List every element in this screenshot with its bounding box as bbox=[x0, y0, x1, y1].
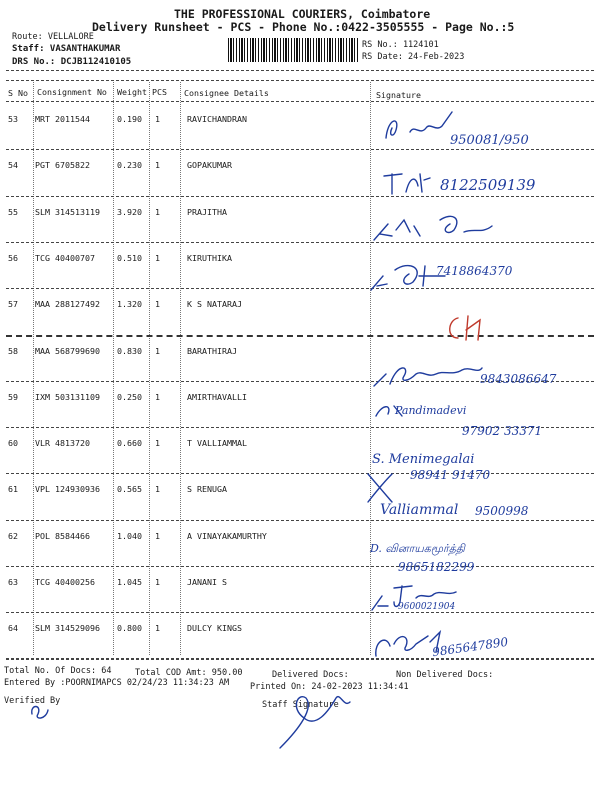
col-header-consignee: Consignee Details bbox=[184, 88, 269, 98]
signature-phone-58: 9843086647 bbox=[480, 372, 557, 386]
row-weight: 0.800 bbox=[117, 623, 142, 634]
row-divider bbox=[6, 612, 594, 613]
row-consignee: A VINAYAKAMURTHY bbox=[187, 530, 267, 541]
entered-by: Entered By :POORNIMAPCS 02/24/23 11:34:23 AM bbox=[4, 678, 230, 688]
divider bbox=[6, 101, 594, 102]
col-header-consignment: Consignment No bbox=[37, 87, 107, 97]
rs-date: RS Date: 24-Feb-2023 bbox=[362, 52, 465, 62]
row-sno: 57 bbox=[8, 299, 18, 310]
row-weight: 0.830 bbox=[117, 345, 142, 356]
row-consignee: KIRUTHIKA bbox=[187, 252, 232, 263]
row-sno: 53 bbox=[8, 114, 18, 124]
signature-phone-59: 97902 33371 bbox=[462, 424, 543, 438]
row-sno: 62 bbox=[8, 530, 18, 541]
signature-phone-61: 9500998 bbox=[475, 504, 529, 518]
row-consignee: GOPAKUMAR bbox=[187, 160, 232, 171]
drs-number: DRS No.: DCJB112410105 bbox=[12, 57, 132, 67]
row-weight: 0.510 bbox=[117, 252, 142, 263]
row-divider bbox=[6, 242, 594, 243]
row-sno: 58 bbox=[8, 345, 18, 356]
row-pcs: 1 bbox=[155, 206, 160, 217]
row-consignee: PRAJITHA bbox=[187, 206, 227, 217]
row-weight: 1.040 bbox=[117, 530, 142, 541]
row-consignment: MAA 568799690 bbox=[35, 345, 100, 356]
col-header-sno: S No bbox=[8, 88, 28, 98]
column-separator bbox=[33, 82, 34, 655]
verifier-signature-scribble bbox=[26, 700, 56, 724]
row-consignment: MAA 288127492 bbox=[35, 299, 100, 310]
company-title: THE PROFESSIONAL COURIERS, Coimbatore bbox=[174, 7, 431, 21]
row-divider bbox=[6, 473, 594, 474]
row-pcs: 1 bbox=[155, 114, 160, 124]
signature-scribble bbox=[370, 206, 500, 246]
row-consignment: VLR 4813720 bbox=[35, 438, 90, 449]
staff-label: Staff: VASANTHAKUMAR bbox=[12, 44, 121, 54]
row-sno: 61 bbox=[8, 484, 18, 495]
row-consignment: VPL 124930936 bbox=[35, 484, 100, 495]
row-consignee: DULCY KINGS bbox=[187, 623, 242, 634]
row-pcs: 1 bbox=[155, 345, 160, 356]
row-weight: 0.660 bbox=[117, 438, 142, 449]
staff-signature-label: Staff Signature bbox=[262, 700, 339, 710]
row-pcs: 1 bbox=[155, 623, 160, 634]
col-header-signature: Signature bbox=[376, 90, 421, 100]
row-consignment: SLM 314529096 bbox=[35, 623, 100, 634]
signature-phone-56: 7418864370 bbox=[436, 264, 513, 278]
signature-name-60: S. Menimegalai bbox=[372, 452, 475, 467]
signature-name-59: Pandimadevi bbox=[395, 404, 467, 417]
row-consignment: POL 8584466 bbox=[35, 530, 90, 541]
row-consignee: JANANI S bbox=[187, 577, 227, 587]
divider bbox=[6, 80, 594, 81]
delivered-docs: Delivered Docs: bbox=[272, 670, 349, 680]
signature-phone-53: 950081/950 bbox=[450, 133, 529, 148]
row-sno: 55 bbox=[8, 206, 18, 217]
row-sno: 56 bbox=[8, 252, 18, 263]
divider bbox=[6, 70, 594, 71]
signature-phone-62: 9865182299 bbox=[398, 560, 475, 574]
row-pcs: 1 bbox=[155, 530, 160, 541]
row-pcs: 1 bbox=[155, 484, 160, 495]
column-separator bbox=[113, 82, 114, 655]
row-pcs: 1 bbox=[155, 160, 160, 171]
signature-phone-60: 98941 91470 bbox=[410, 468, 491, 482]
signature-scribble bbox=[380, 108, 460, 148]
printed-on: Printed On: 24-02-2023 11:34:41 bbox=[250, 682, 409, 692]
signature-phone-63: 9600021904 bbox=[398, 602, 456, 612]
rs-number: RS No.: 1124101 bbox=[362, 40, 439, 50]
verified-by: Verified By bbox=[4, 696, 61, 706]
signature-scribble bbox=[440, 310, 490, 346]
row-divider bbox=[6, 566, 594, 567]
row-sno: 54 bbox=[8, 160, 18, 171]
row-weight: 0.230 bbox=[117, 160, 142, 171]
signature-name-61: Valliammal bbox=[380, 502, 459, 518]
column-separator bbox=[149, 82, 150, 655]
row-weight: 0.190 bbox=[117, 114, 142, 124]
row-weight: 3.920 bbox=[117, 206, 142, 217]
row-divider bbox=[6, 149, 594, 150]
row-consignee: K S NATARAJ bbox=[187, 299, 242, 310]
signature-scribble bbox=[380, 166, 440, 196]
row-pcs: 1 bbox=[155, 299, 160, 310]
row-consignee: RAVICHANDRAN bbox=[187, 114, 247, 124]
col-header-pcs: PCS bbox=[152, 87, 167, 97]
row-consignment: IXM 503131109 bbox=[35, 391, 100, 402]
total-cod: Total COD Amt: 950.00 bbox=[135, 668, 243, 678]
row-divider bbox=[6, 196, 594, 197]
divider bbox=[6, 658, 594, 659]
staff-signature-scribble bbox=[270, 688, 360, 752]
row-divider bbox=[6, 288, 594, 289]
row-consignee: BARATHIRAJ bbox=[187, 345, 237, 356]
row-weight: 1.045 bbox=[117, 577, 142, 587]
row-consignment: TCG 40400707 bbox=[35, 252, 95, 263]
signature-phone-54: 8122509139 bbox=[440, 176, 536, 194]
signature-name-62: D. வினாயகமூர்த்தி bbox=[370, 542, 465, 555]
col-header-weight: Weight bbox=[117, 87, 147, 97]
row-pcs: 1 bbox=[155, 391, 160, 402]
row-weight: 0.565 bbox=[117, 484, 142, 495]
row-divider bbox=[6, 520, 594, 521]
route-label: Route: VELLALORE bbox=[12, 32, 94, 42]
row-consignment: TCG 40400256 bbox=[35, 577, 95, 587]
row-consignment: PGT 6705822 bbox=[35, 160, 90, 171]
total-docs: Total No. Of Docs: 64 bbox=[4, 666, 112, 676]
runsheet-subtitle: Delivery Runsheet - PCS - Phone No.:0422-3505555 - Page No.:5 bbox=[92, 20, 515, 34]
row-sno: 63 bbox=[8, 577, 18, 587]
row-pcs: 1 bbox=[155, 252, 160, 263]
row-consignee: T VALLIAMMAL bbox=[187, 438, 247, 449]
row-weight: 0.250 bbox=[117, 391, 142, 402]
row-consignee: AMIRTHAVALLI bbox=[187, 391, 247, 402]
signature-phone-64: 9865647890 bbox=[431, 634, 509, 660]
row-consignment: SLM 314513119 bbox=[35, 206, 100, 217]
column-separator bbox=[180, 82, 181, 655]
row-sno: 59 bbox=[8, 391, 18, 402]
row-sno: 64 bbox=[8, 623, 18, 634]
non-delivered-docs: Non Delivered Docs: bbox=[396, 670, 494, 680]
row-sno: 60 bbox=[8, 438, 18, 449]
barcode bbox=[228, 38, 358, 62]
row-consignment: MRT 2011544 bbox=[35, 114, 90, 124]
row-pcs: 1 bbox=[155, 438, 160, 449]
row-weight: 1.320 bbox=[117, 299, 142, 310]
row-consignee: S RENUGA bbox=[187, 484, 227, 495]
row-pcs: 1 bbox=[155, 577, 160, 587]
row-divider bbox=[6, 335, 594, 337]
